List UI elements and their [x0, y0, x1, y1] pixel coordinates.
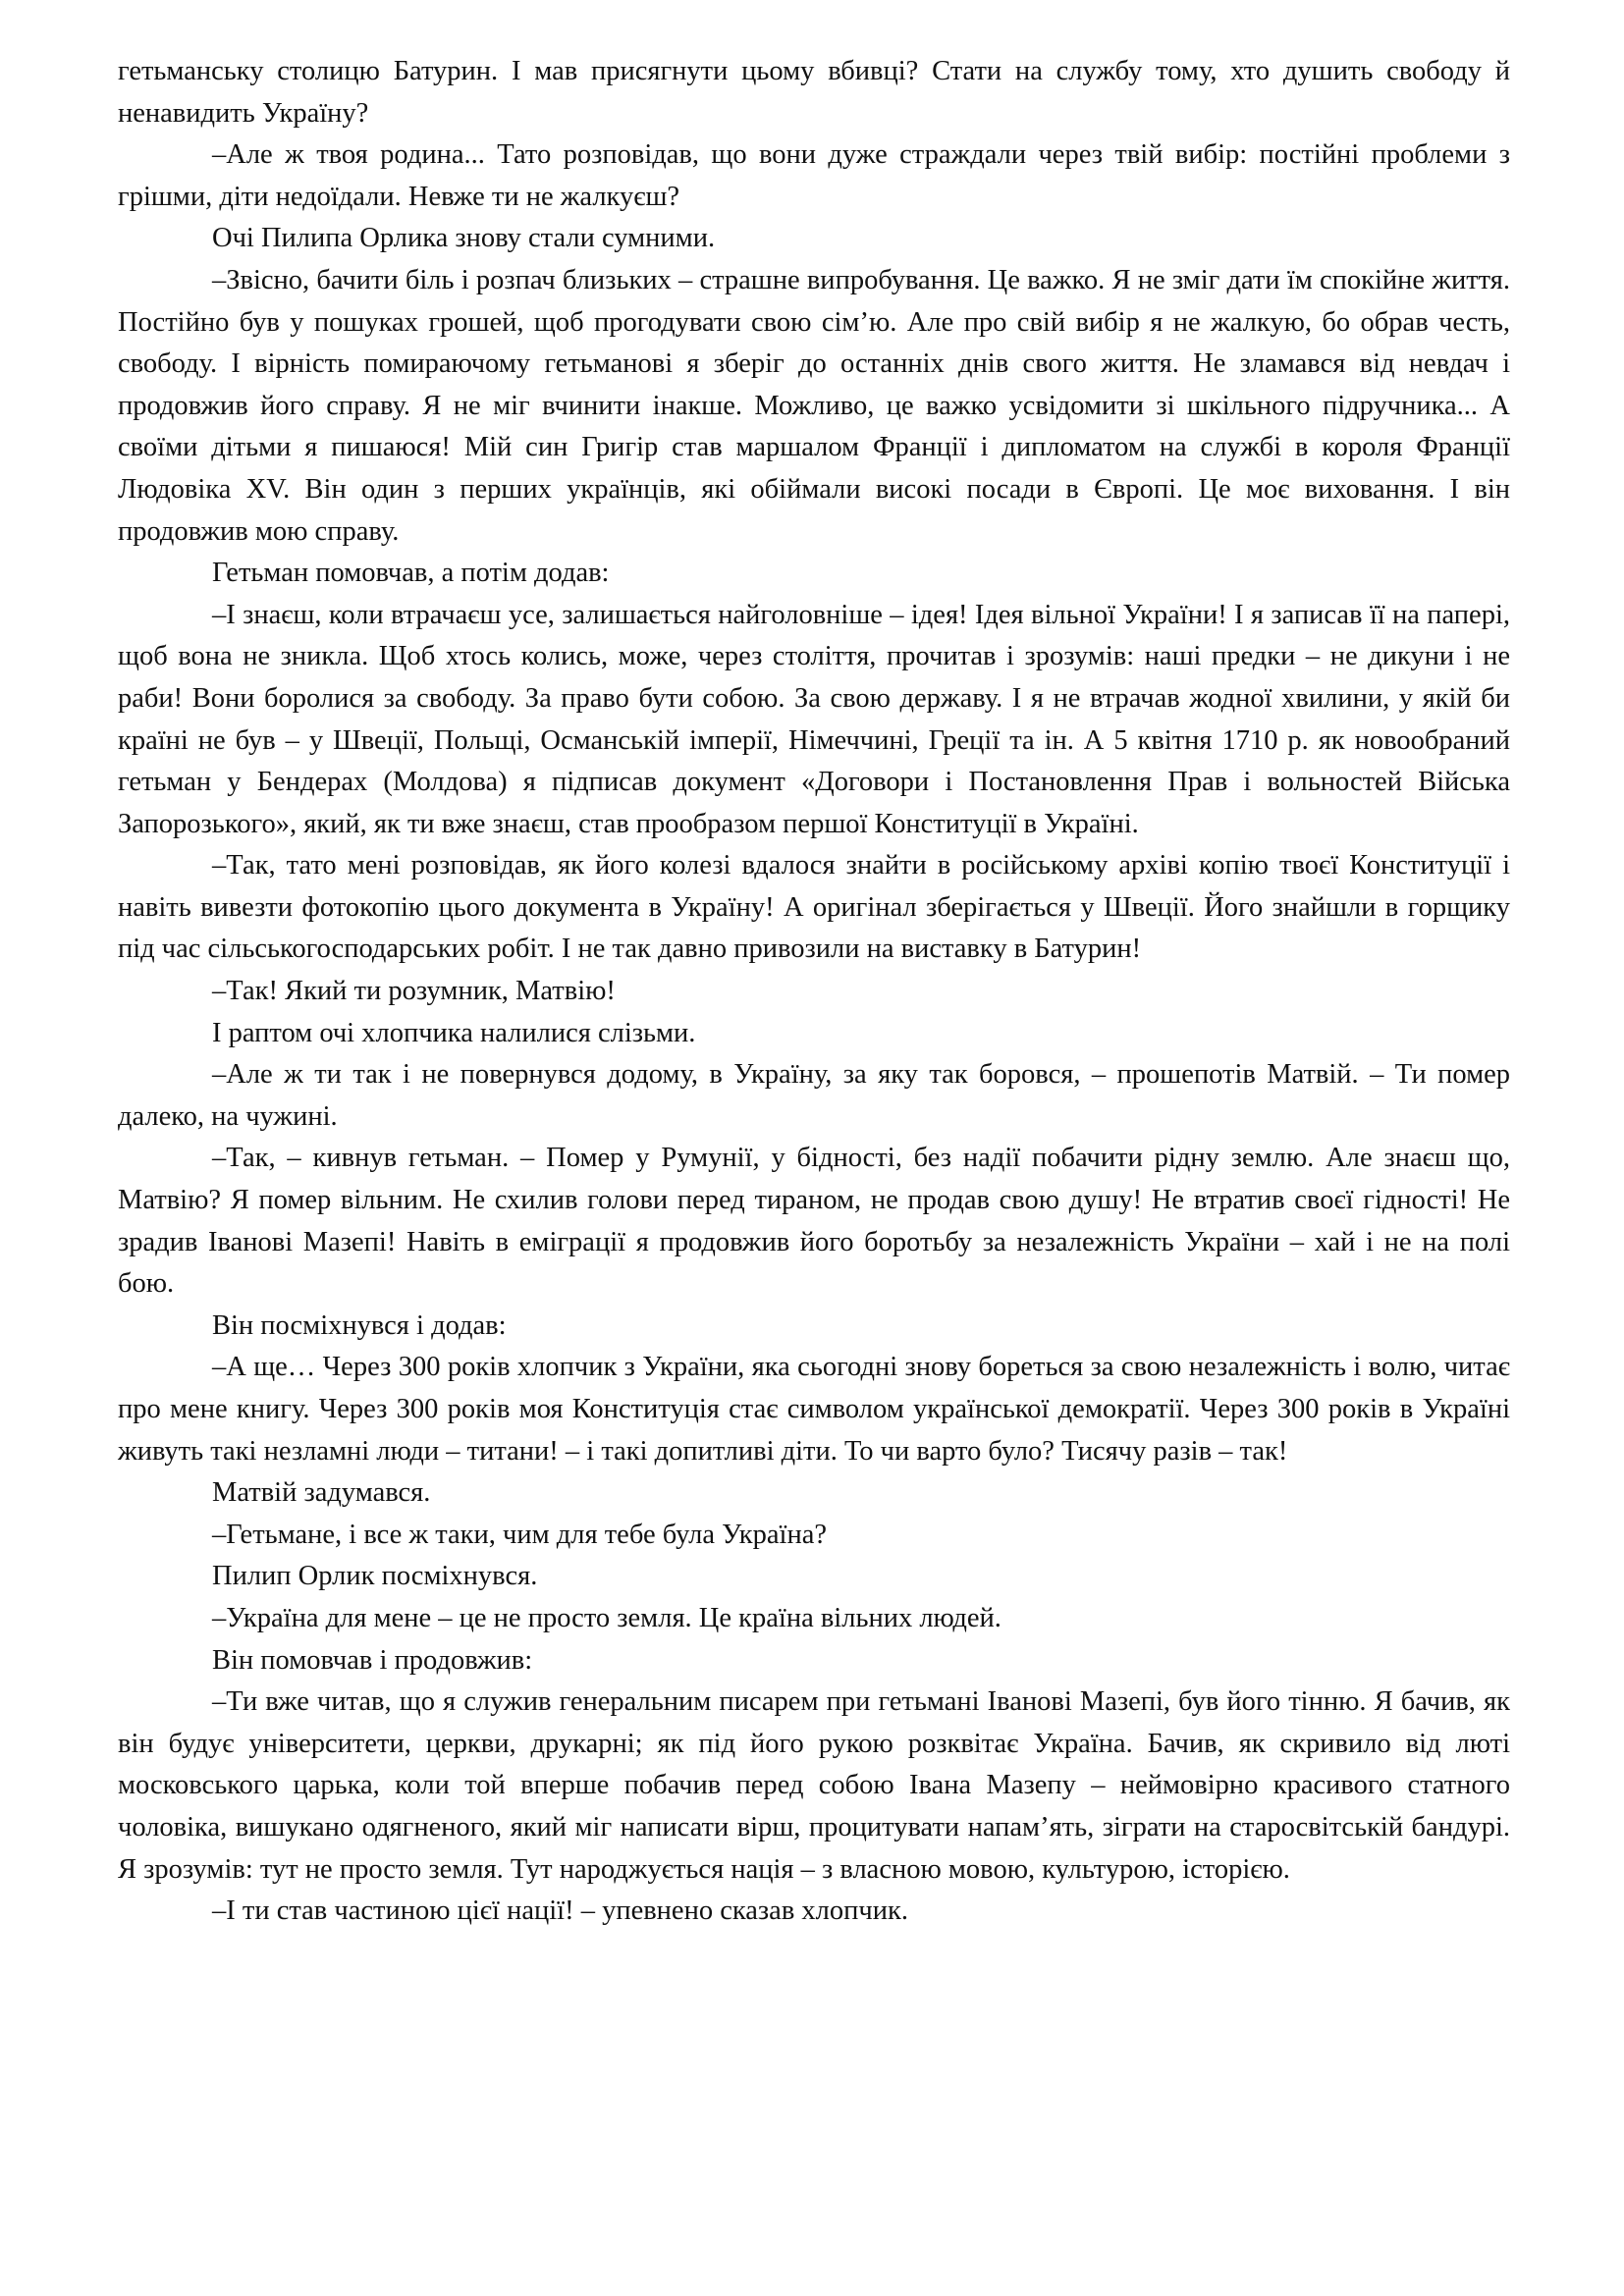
paragraph: –Так, – кивнув гетьман. – Помер у Румунії, у бідності, без надії побачити рідну землю. Але знаєш що, Матвію? Я помер вільним. Не схилив голови перед тираном, не продав свою душу! Не втратив своєї гідності! Не зрадив Іванові Мазепі! Навіть в еміграції я продовжив його боротьбу за незалежність України – хай і не на полі бою. — [118, 1143, 1510, 1300]
paragraph: І раптом очі хлопчика налилися слізьми. — [212, 1017, 696, 1048]
paragraph: –А ще… Через 300 років хлопчик з України, яка сьогодні знову бореться за свою незалежність і волю, читає про мене книгу. Через 300 років моя Конституція стає символом української демократії. Через 300 років в Україні живуть такі незламні люди – титани! – і такі допитливі діти. То чи варто було? Тисячу разів – так! — [118, 1352, 1510, 1467]
paragraph: Очі Пилипа Орлика знову стали сумними. — [212, 223, 716, 254]
paragraph: –Україна для мене – це не просто земля. Це країна вільних людей. — [212, 1602, 1001, 1633]
paragraph: –Гетьмане, і все ж таки, чим для тебе була Україна? — [212, 1519, 828, 1550]
document-page — [118, 51, 1510, 1933]
paragraph: –Так! Який ти розумник, Матвію! — [212, 976, 616, 1007]
paragraph: гетьманську столицю Батурин. І мав присягнути цьому вбивці? Стати на службу тому, хто душить свободу й ненавидить Україну? — [118, 56, 1510, 129]
paragraph: Він помовчав і продовжив: — [212, 1644, 533, 1676]
paragraph: Пилип Орлик посміхнувся. — [212, 1561, 538, 1592]
paragraph: Матвій задумався. — [212, 1477, 431, 1509]
paragraph: –І ти став частиною цієї нації! – упевнено сказав хлопчик. — [212, 1896, 908, 1927]
paragraph: –Ти вже читав, що я служив генеральним писарем при гетьмані Іванові Мазепі, був його тінню. Я бачив, як він будує університети, церкви, друкарні; як під його рукою розквітає Україна. Бачив, як скривило від люті московського царька, коли той вперше побачив перед собою Івана Мазепу – неймовірно красивого статного чоловіка, вишукано одягненого, який міг написати вірш, процитувати напам’ять, зіграти на старосвітській бандурі. Я зрозумів: тут не просто земля. Тут народжується нація – з власною мовою, культурою, історією. — [118, 1686, 1510, 1885]
paragraph: Він посміхнувся і додав: — [212, 1309, 507, 1341]
paragraph: Гетьман помовчав, а потім додав: — [212, 558, 610, 589]
paragraph: –Але ж твоя родина... Тато розповідав, що вони дуже страждали через твій вибір: постійні проблеми з грішми, діти недоїдали. Невже ти не жалкуєш? — [118, 139, 1510, 212]
paragraph: –Але ж ти так і не повернувся додому, в Україну, за яку так боровся, – прошепотів Матвій. – Ти помер далеко, на чужині. — [118, 1059, 1510, 1132]
paragraph: –Так, тато мені розповідав, як його колезі вдалося знайти в російському архіві копію твоєї Конституції і навіть вивезти фотокопію цього документа в Україну! А оригінал зберігається у Швеції. Його знайшли в горщику під час сільськогосподарських робіт. І не так давно привозили на виставку в Батурин! — [118, 850, 1510, 965]
paragraph: –Звісно, бачити біль і розпач близьких – страшне випробування. Це важко. Я не зміг дати їм спокійне життя. Постійно був у пошуках грошей, щоб прогодувати свою сім’ю. Але про свій вибір я не жалкую, бо обрав честь, свободу. І вірність помираючому гетьманові я зберіг до останніх днів свого життя. Не зламався від невдач і продовжив його справу. Я не міг вчинити інакше. Можливо, це важко усвідомити зі шкільного підручника... А своїми дітьми я пишаюся! Мій син Григір став маршалом Франції і дипломатом на службі в короля Франції Людовіка XV. Він один з перших українців, які обіймали високі посади в Європі. Це моє виховання. І він продовжив мою справу. — [118, 264, 1510, 547]
paragraph: –І знаєш, коли втрачаєш усе, залишається найголовніше – ідея! Ідея вільної України! І я записав її на папері, щоб вона не зникла. Щоб хтось колись, може, через століття, прочитав і зрозумів: наші предки – не дикуни і не раби! Вони боролися за свободу. За право бути собою. За свою державу. І я не втрачав жодної хвилини, у якій би країні не був – у Швеції, Польщі, Османській імперії, Німеччині, Греції та ін. А 5 квітня 1710 р. як новообраний гетьман у Бендерах (Молдова) я підписав документ «Договори і Постановлення Прав і вольностей Війська Запорозького», який, як ти вже знаєш, став прообразом першої Конституції в Україні. — [118, 599, 1510, 839]
